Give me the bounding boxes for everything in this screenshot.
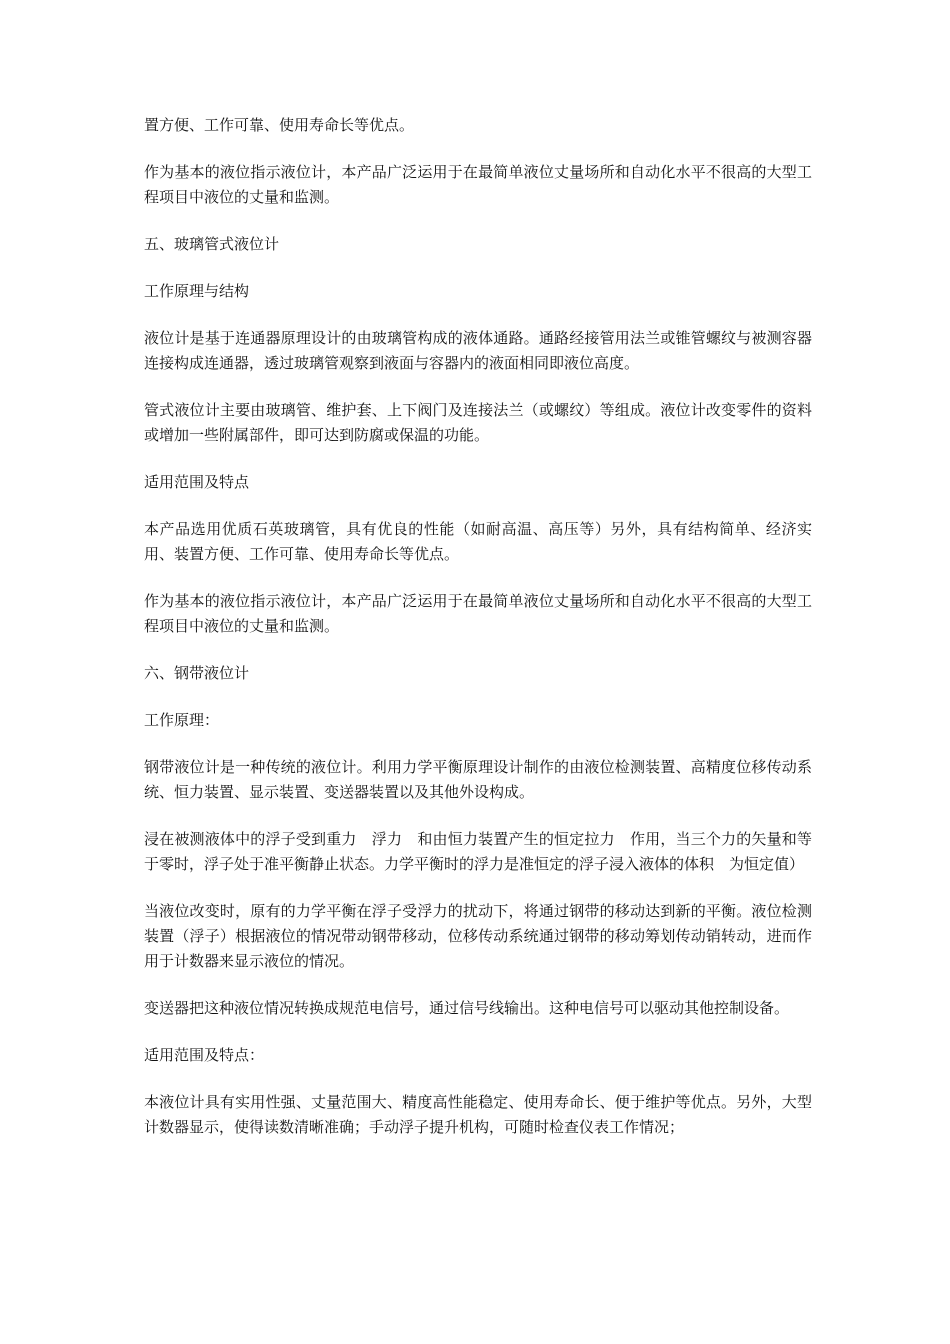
paragraph-principle: 液位计是基于连通器原理设计的由玻璃管构成的液体通路。通路经接管用法兰或锥管螺纹与被测容器连接构成连通器，透过玻璃管观察到液面与容器内的液面相同即液位高度。 xyxy=(144,329,812,372)
subheading-working-principle: 工作原理： xyxy=(144,711,220,729)
subheading-scope-features-2: 适用范围及特点： xyxy=(144,1046,265,1064)
paragraph-continuation: 置方便、工作可靠、使用寿命长等优点。 xyxy=(144,116,415,134)
paragraph-advantages: 本液位计具有实用性强、丈量范围大、精度高性能稳定、使用寿命长、便于维护等优点。另外，大型计数器显示，使得读数清晰准确；手动浮子提升机构，可随时检查仪表工作情况； xyxy=(144,1093,812,1136)
paragraph-steel-belt-intro: 钢带液位计是一种传统的液位计。利用力学平衡原理设计制作的由液位检测装置、高精度位移传动系统、恒力装置、显示装置、变送器装置以及其他外设构成。 xyxy=(144,758,812,801)
paragraph-structure: 管式液位计主要由玻璃管、维护套、上下阀门及连接法兰（或螺纹）等组成。液位计改变零件的资料或增加一些附属部件，即可达到防腐或保温的功能。 xyxy=(144,401,812,444)
document-page xyxy=(144,113,812,1162)
subheading-principle-structure: 工作原理与结构 xyxy=(144,282,250,300)
paragraph-application-2: 作为基本的液位指示液位计，本产品广泛运用于在最简单液位丈量场所和自动化水平不很高的大型工程项目中液位的丈量和监测。 xyxy=(144,592,812,635)
section-heading-steel-belt: 六、钢带液位计 xyxy=(144,664,250,682)
paragraph-level-change: 当液位改变时，原有的力学平衡在浮子受浮力的扰动下，将通过钢带的移动达到新的平衡。液位检测装置（浮子）根据液位的情况带动钢带移动，位移传动系统通过钢带的移动筹划传动销转动，进而作用于计数器来显示液位的情况。 xyxy=(144,902,812,970)
subheading-scope-features: 适用范围及特点 xyxy=(144,473,250,491)
paragraph-transmitter: 变送器把这种液位情况转换成规范电信号，通过信号线输出。这种电信号可以驱动其他控制设备。 xyxy=(144,999,790,1017)
paragraph-float-forces: 浸在被测液体中的浮子受到重力 浮力 和由恒力装置产生的恒定拉力 作用，当三个力的矢量和等于零时，浮子处于准平衡静止状态。力学平衡时的浮力是准恒定的浮子浸入液体的体积 为恒定值） xyxy=(144,830,812,873)
paragraph-application-1: 作为基本的液位指示液位计，本产品广泛运用于在最简单液位丈量场所和自动化水平不很高的大型工程项目中液位的丈量和监测。 xyxy=(144,163,812,206)
paragraph-features: 本产品选用优质石英玻璃管，具有优良的性能（如耐高温、高压等）另外，具有结构简单、经济实用、装置方便、工作可靠、使用寿命长等优点。 xyxy=(144,520,812,563)
section-heading-glass-tube: 五、玻璃管式液位计 xyxy=(144,235,280,253)
